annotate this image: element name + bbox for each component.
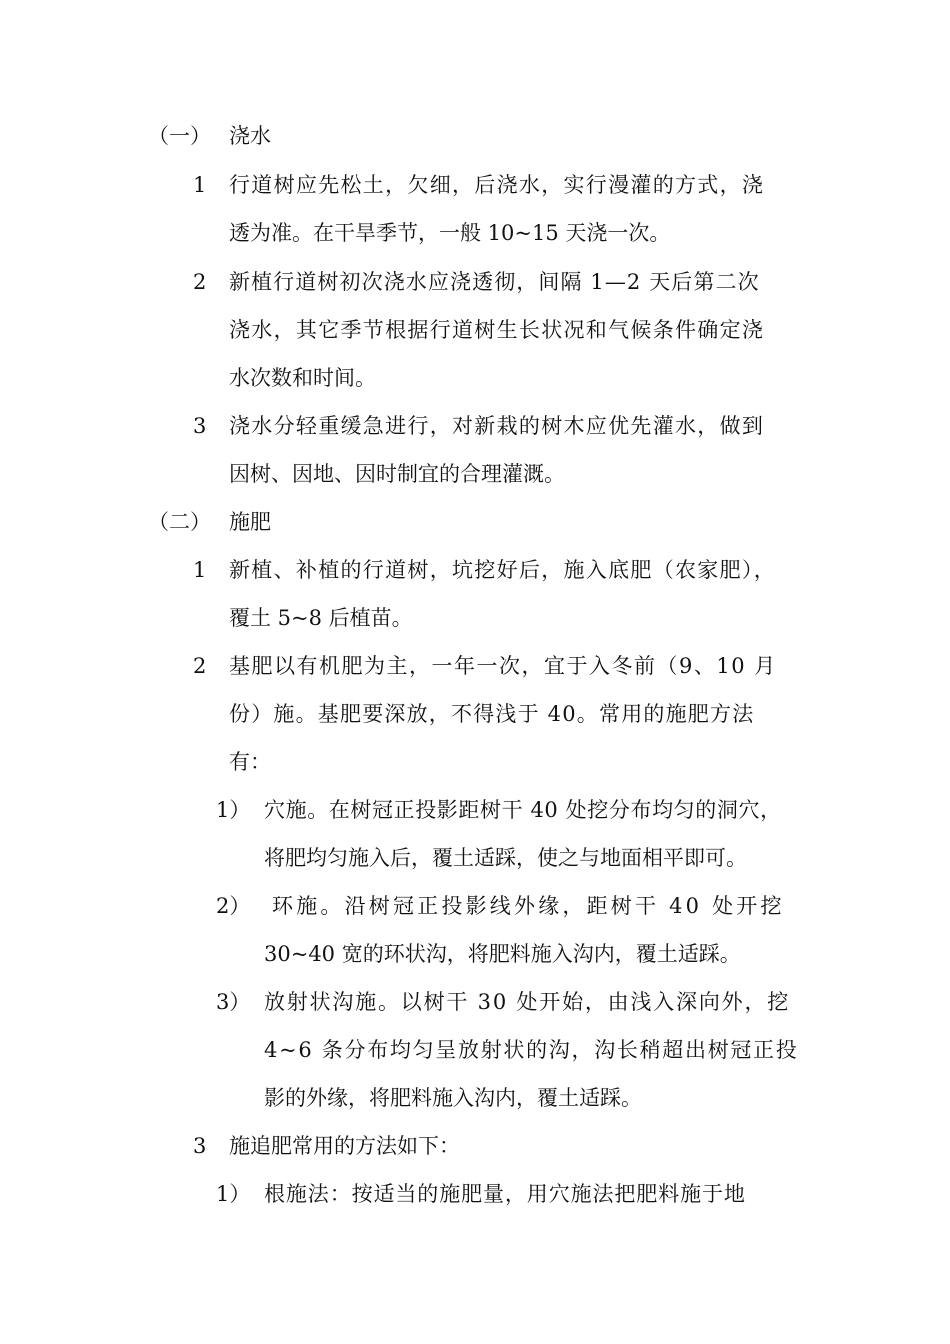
sub-item-number: 1） [216, 1182, 251, 1206]
item-number: 2 [193, 270, 207, 294]
paragraph-line: 有： [229, 750, 271, 774]
paragraph-line: 份）施。基肥要深放，不得浅于 40。常用的施肥方法 [229, 702, 755, 726]
item-number: 3 [193, 414, 207, 438]
paragraph-line: 基肥以有机肥为主，一年一次，宜于入冬前（9、10 月 [229, 654, 777, 678]
paragraph-line: 因树、因地、因时制宜的合理灌溉。 [229, 462, 565, 486]
paragraph-line: 30~40 宽的环状沟，将肥料施入沟内，覆土适踩。 [264, 942, 741, 966]
item-number: 1 [193, 558, 207, 582]
paragraph-line: 水次数和时间。 [229, 366, 376, 390]
paragraph-line: 4~6 条分布均匀呈放射状的沟，沟长稍超出树冠正投 [264, 1038, 799, 1062]
paragraph-line: 环施。沿树冠正投影线外缘，距树干 40 处开挖 [272, 894, 785, 918]
sub-item-number: 3） [216, 990, 251, 1014]
paragraph-line: 施追肥常用的方法如下： [229, 1134, 460, 1158]
section-heading: 浇水 [229, 124, 271, 148]
paragraph-line: 将肥均匀施入后，覆土适踩，使之与地面相平即可。 [264, 846, 747, 870]
paragraph-line: 浇水，其它季节根据行道树生长状况和气候条件确定浇 [229, 318, 765, 342]
paragraph-line: 穴施。在树冠正投影距树干 40 处挖分布均匀的洞穴， [264, 798, 782, 822]
paragraph-line: 行道树应先松土，欠细，后浇水，实行漫灌的方式，浇 [229, 173, 765, 197]
paragraph-line: 新植、补植的行道树，坑挖好后，施入底肥（农家肥）， [229, 558, 776, 582]
item-number: 1 [193, 173, 207, 197]
paragraph-line: 影的外缘，将肥料施入沟内，覆土适踩。 [264, 1086, 642, 1110]
section-marker: （一） [148, 124, 211, 148]
item-number: 2 [193, 654, 207, 678]
item-number: 3 [193, 1134, 207, 1158]
paragraph-line: 透为准。在干旱季节，一般 10~15 天浇一次。 [229, 221, 671, 245]
sub-item-number: 2） [216, 894, 251, 918]
paragraph-line: 放射状沟施。以树干 30 处开始，由浅入深向外，挖 [264, 990, 791, 1014]
paragraph-line: 覆土 5~8 后植苗。 [229, 606, 413, 630]
sub-item-number: 1） [216, 798, 251, 822]
section-heading: 施肥 [229, 510, 271, 534]
paragraph-line: 根施法：按适当的施肥量，用穴施法把肥料施于地 [264, 1182, 746, 1206]
paragraph-line: 新植行道树初次浇水应浇透彻，间隔 1—2 天后第二次 [229, 270, 760, 294]
paragraph-line: 浇水分轻重缓急进行，对新栽的树木应优先灌水，做到 [229, 414, 765, 438]
section-marker: （二） [148, 510, 211, 534]
